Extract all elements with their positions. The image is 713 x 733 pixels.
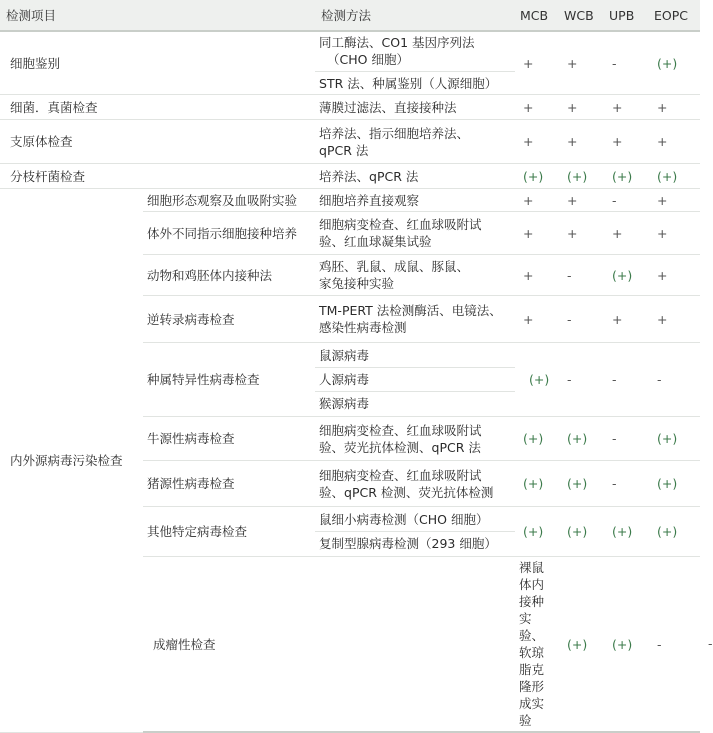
row-method — [315, 343, 515, 417]
method-line: 鼠细小病毒检测（CHO 细胞） — [319, 512, 489, 527]
mark-wcb: - — [559, 296, 604, 343]
mark-upb: - — [604, 343, 649, 417]
mark-upb: (+) — [604, 164, 649, 189]
mark-mcb: (+) — [515, 343, 559, 417]
mark-upb: (+) — [604, 255, 649, 296]
table-row — [0, 164, 700, 189]
mark-upb: - — [604, 189, 649, 212]
mark-wcb: + — [559, 31, 604, 95]
row-subitem: 逆转录病毒检查 — [143, 296, 315, 343]
mark-wcb: (+) — [559, 507, 604, 557]
row-method — [315, 31, 515, 95]
mark-upb: + — [604, 212, 649, 255]
method-line: STR 法、种属鉴别（人源细胞） — [319, 76, 498, 91]
mark-upb: - — [604, 417, 649, 461]
method-line: 家兔接种实验 — [319, 276, 395, 291]
method-line: 培养法、指示细胞培养法、 — [319, 125, 470, 141]
method-line: 验、红血球凝集试验 — [319, 234, 432, 249]
method-line: TM-PERT 法检测酶活、电镜法、 — [319, 303, 502, 318]
table-row — [0, 120, 700, 164]
mark-upb: - — [604, 461, 649, 507]
method-line: qPCR 法 — [319, 142, 369, 158]
row-subitem: 其他特定病毒检查 — [143, 507, 315, 557]
header-upb: UPB — [604, 0, 649, 31]
method-line: 鸡胚、乳鼠、成鼠、豚鼠、 — [319, 259, 470, 274]
mark-wcb: - — [559, 255, 604, 296]
row-method — [515, 557, 559, 733]
method-line: 验、qPCR 检测、荧光抗体检测 — [319, 484, 494, 500]
mark-mcb: (+) — [515, 507, 559, 557]
row-method — [315, 507, 515, 557]
row-method — [315, 417, 515, 461]
mark-wcb: + — [559, 189, 604, 212]
method-line: 细胞病变检查、红血球吸附试 — [319, 217, 482, 232]
mark-wcb: + — [559, 95, 604, 120]
mark-mcb: + — [515, 120, 559, 164]
mark-eopc: + — [649, 189, 700, 212]
method-line: 细胞病变检查、红血球吸附试 — [319, 467, 482, 483]
mark-upb: + — [604, 95, 649, 120]
mark-eopc: (+) — [649, 164, 700, 189]
mark-upb: - — [649, 557, 700, 733]
row-method — [315, 120, 515, 164]
table-header-row — [0, 0, 700, 31]
row-method — [315, 212, 515, 255]
divider — [315, 367, 515, 368]
table-row — [0, 95, 700, 120]
mark-eopc: + — [649, 212, 700, 255]
mark-wcb: + — [559, 212, 604, 255]
mark-mcb: (+) — [515, 417, 559, 461]
mark-eopc: + — [649, 255, 700, 296]
mark-mcb: + — [515, 296, 559, 343]
mark-eopc: (+) — [649, 417, 700, 461]
divider — [315, 391, 515, 392]
header-method: 检测方法 — [315, 0, 515, 31]
row-item: 支原体检查 — [0, 120, 315, 164]
mark-eopc: + — [649, 95, 700, 120]
method-line: 隆形成实验 — [519, 679, 545, 728]
divider — [315, 71, 515, 72]
row-subitem: 细胞形态观察及血吸附实验 — [143, 189, 315, 212]
method-line: 鼠源病毒 — [319, 348, 370, 363]
row-method: 薄膜过滤法、直接接种法 — [315, 95, 515, 120]
method-line: 细胞病变检查、红血球吸附试 — [319, 422, 482, 438]
mark-wcb: (+) — [559, 461, 604, 507]
mark-eopc: - — [649, 343, 700, 417]
table-row — [0, 189, 700, 212]
mark-mcb: (+) — [559, 557, 604, 733]
row-method — [315, 255, 515, 296]
row-item: 细菌．真菌检查 — [0, 95, 315, 120]
table-row — [0, 31, 700, 95]
mark-mcb: + — [515, 95, 559, 120]
row-subitem: 牛源性病毒检查 — [143, 417, 315, 461]
mark-eopc: (+) — [649, 461, 700, 507]
row-subitem: 种属特异性病毒检查 — [143, 343, 315, 417]
row-method: 培养法、qPCR 法 — [315, 164, 515, 189]
mark-eopc: + — [649, 120, 700, 164]
divider — [315, 531, 515, 532]
table-row: 成瘤性检查 裸鼠体内接种实验、软琼脂克 隆形成实验 (+) (+) - - — [0, 557, 700, 733]
header-eopc: EOPC — [649, 0, 700, 31]
row-subitem: 体外不同指示细胞接种培养 — [143, 212, 315, 255]
row-item: 细胞鉴别 — [0, 31, 315, 95]
method-line: 猴源病毒 — [319, 396, 370, 411]
mark-eopc: (+) — [649, 31, 700, 95]
method-line: 验、荧光抗体检测、qPCR 法 — [319, 439, 481, 455]
method-line: （CHO 细胞） — [327, 52, 409, 67]
mark-wcb: + — [559, 120, 604, 164]
method-line: 裸鼠体内接种实验、软琼脂克 — [519, 560, 545, 677]
header-wcb: WCB — [559, 0, 604, 31]
row-method — [315, 296, 515, 343]
mark-wcb: (+) — [604, 557, 649, 733]
mark-eopc: + — [649, 296, 700, 343]
row-method — [315, 461, 515, 507]
mark-upb: (+) — [604, 507, 649, 557]
mark-upb: + — [604, 296, 649, 343]
mark-mcb: + — [515, 255, 559, 296]
method-line: 复制型腺病毒检测（293 细胞） — [319, 536, 497, 551]
row-item: 分枝杆菌检查 — [0, 164, 315, 189]
mark-mcb: + — [515, 31, 559, 95]
virus-category: 内外源病毒污染检查 — [0, 189, 143, 733]
method-line: 人源病毒 — [319, 372, 370, 387]
row-subitem: 动物和鸡胚体内接种法 — [143, 255, 315, 296]
mark-wcb: - — [559, 343, 604, 417]
row-subitem: 猪源性病毒检查 — [143, 461, 315, 507]
method-line: 感染性病毒检测 — [319, 320, 407, 335]
mark-eopc: (+) — [649, 507, 700, 557]
mark-wcb: (+) — [559, 417, 604, 461]
header-mcb: MCB — [515, 0, 559, 31]
mark-upb: + — [604, 120, 649, 164]
method-line: 同工酶法、CO1 基因序列法 — [319, 35, 475, 50]
header-item: 检测项目 — [0, 0, 315, 31]
mark-wcb: (+) — [559, 164, 604, 189]
mark-upb: - — [604, 31, 649, 95]
mark-mcb: (+) — [515, 164, 559, 189]
mark-mcb: + — [515, 212, 559, 255]
mark-mcb: (+) — [515, 461, 559, 507]
mark-mcb: + — [515, 189, 559, 212]
row-method: 细胞培养直接观察 — [315, 189, 515, 212]
row-item: 成瘤性检查 — [143, 557, 515, 733]
